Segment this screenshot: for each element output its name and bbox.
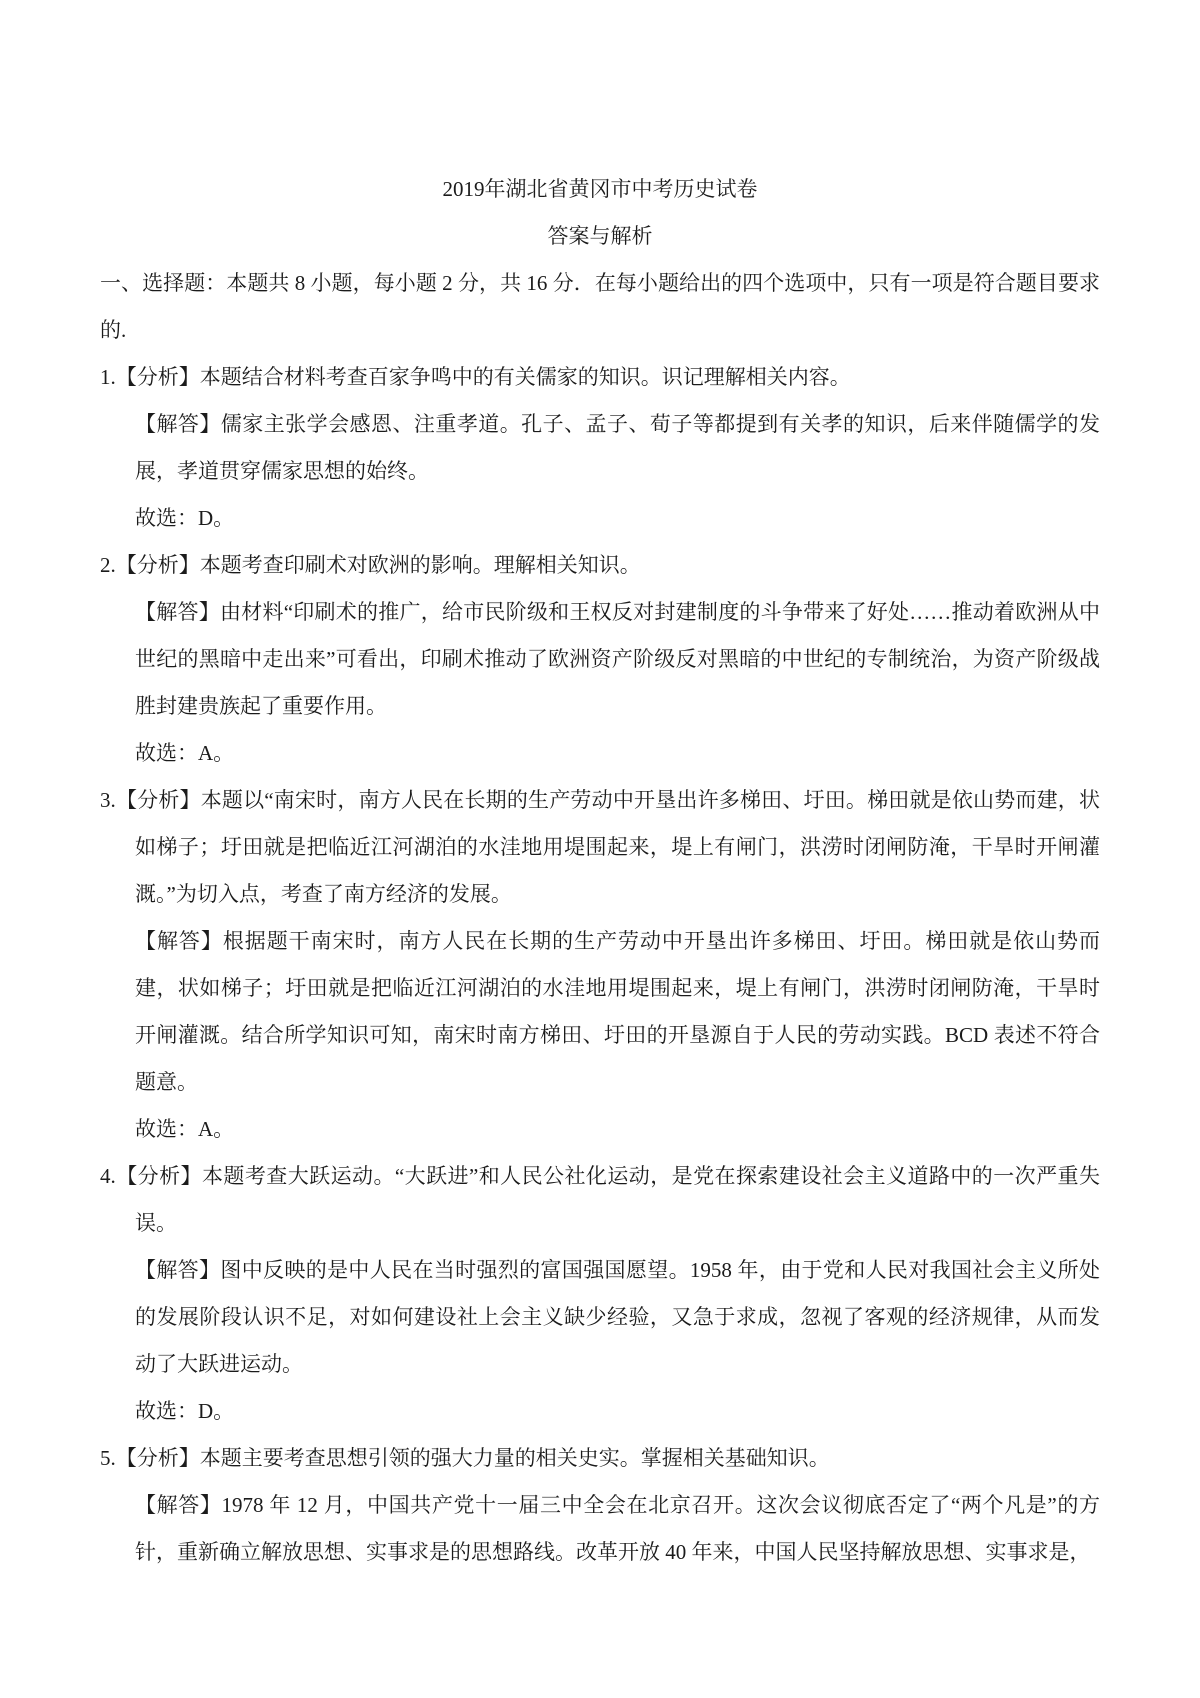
question-1-choice: 故选：D。 [135, 506, 235, 530]
question-2-analysis: 2.【分析】本题考查印刷术对欧洲的影响。理解相关知识。 [100, 553, 641, 577]
question-4-analysis: 4.【分析】本题考查大跃运动。“大跃进”和人民公社化运动，是党在探索建设社会主义道路中的一次严重失误。 [100, 1164, 1100, 1235]
question-1 [100, 354, 1100, 542]
question-4 [100, 1153, 1100, 1435]
question-5 [100, 1435, 1100, 1576]
question-3 [100, 777, 1100, 1153]
question-3-analysis: 3.【分析】本题以“南宋时，南方人民在长期的生产劳动中开垦出许多梯田、圩田。梯田就是依山势而建，状如梯子；圩田就是把临近江河湖泊的水洼地用堤围起来，堤上有闸门，洪涝时闭闸防淹，干旱时开闸灌溉。”为切入点，考查了南方经济的发展。 [100, 788, 1100, 906]
question-3-choice: 故选：A。 [135, 1117, 235, 1141]
document-subtitle: 答案与解析 [547, 224, 653, 248]
question-2-choice: 故选：A。 [135, 741, 235, 765]
document-title: 2019年湖北省黄冈市中考历史试卷 [442, 177, 758, 201]
question-2-answer: 【解答】由材料“印刷术的推广，给市民阶级和王权反对封建制度的斗争带来了好处……推动着欧洲从中世纪的黑暗中走出来”可看出，印刷术推动了欧洲资产阶级反对黑暗的中世纪的专制统治，为资产阶级战胜封建贵族起了重要作用。 [135, 600, 1100, 718]
question-1-answer: 【解答】儒家主张学会感恩、注重孝道。孔子、孟子、荀子等都提到有关孝的知识，后来伴随儒学的发展，孝道贯穿儒家思想的始终。 [135, 412, 1100, 483]
question-3-answer: 【解答】根据题干南宋时，南方人民在长期的生产劳动中开垦出许多梯田、圩田。梯田就是依山势而建，状如梯子；圩田就是把临近江河湖泊的水洼地用堤围起来，堤上有闸门，洪涝时闭闸防淹，干旱时开闸灌溉。结合所学知识可知，南宋时南方梯田、圩田的开垦源自于人民的劳动实践。BCD 表述不符合题意。 [135, 929, 1100, 1094]
question-4-answer: 【解答】图中反映的是中人民在当时强烈的富国强国愿望。1958 年，由于党和人民对我国社会主义所处的发展阶段认识不足，对如何建设社上会主义缺少经验，又急于求成，忽视了客观的经济规律，从而发动了大跃进运动。 [135, 1258, 1100, 1376]
question-2 [100, 542, 1100, 777]
question-4-choice: 故选：D。 [135, 1399, 235, 1423]
question-1-analysis: 1.【分析】本题结合材料考查百家争鸣中的有关儒家的知识。识记理解相关内容。 [100, 365, 851, 389]
question-5-analysis: 5.【分析】本题主要考查思想引领的强大力量的相关史实。掌握相关基础知识。 [100, 1446, 830, 1470]
question-5-answer: 【解答】1978 年 12 月，中国共产党十一届三中全会在北京召开。这次会议彻底否定了“两个凡是”的方针，重新确立解放思想、实事求是的思想路线。改革开放 40 年来，中国人民坚持解放思想、实事求是， [135, 1493, 1100, 1564]
section-intro: 一、选择题：本题共 8 小题，每小题 2 分，共 16 分．在每小题给出的四个选项中，只有一项是符合题目要求的. [100, 271, 1100, 342]
